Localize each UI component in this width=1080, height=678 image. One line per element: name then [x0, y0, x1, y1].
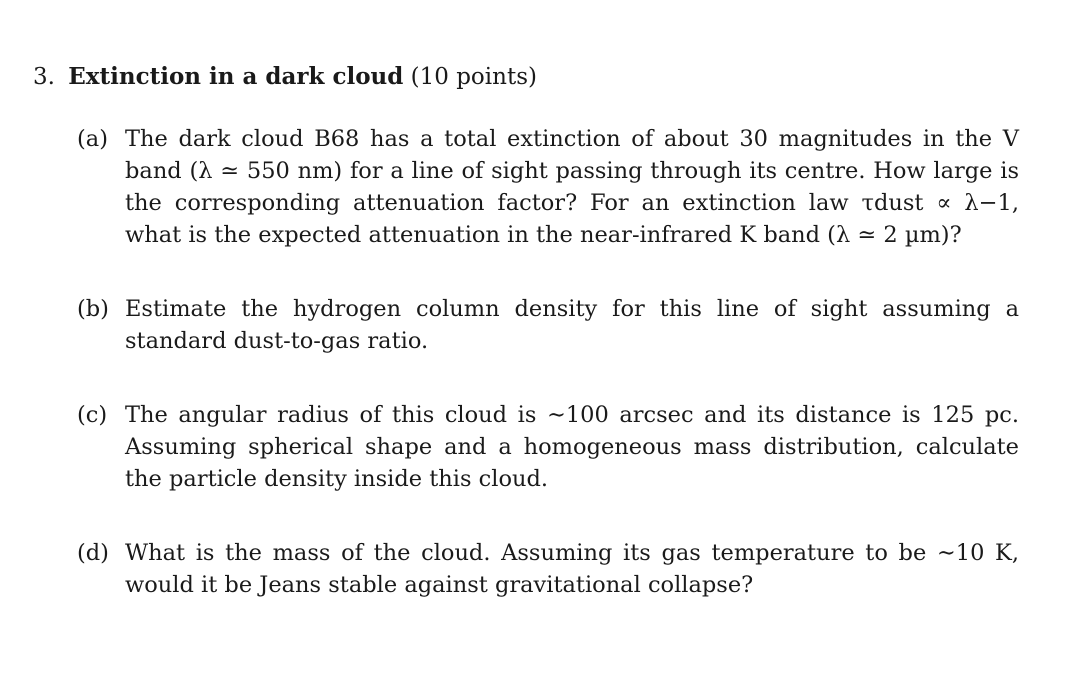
problem-heading: [33, 60, 1023, 94]
problem-number: 3.: [33, 64, 55, 90]
part-label: (d): [77, 540, 109, 566]
part-d: [77, 537, 1019, 601]
problem-3: [33, 60, 1023, 601]
problem-title: Extinction in a dark cloud: [68, 63, 404, 90]
problem-points: (10 points): [410, 64, 537, 90]
part-text: The angular radius of this cloud is ∼100 arcsec and its distance is 125 pc. Assuming spherical shape and a homogeneous mass distribution, calculate the particle density inside this cloud.: [125, 402, 1019, 492]
part-text: The dark cloud B68 has a total extinction of about 30 magnitudes in the V band (λ ≃ 550 nm) for a line of sight passing through its centre. How large is the corresponding attenuation factor? For an extinction law τdust ∝ λ−1, what is the expected attenuation in the near-infrared K band (λ ≃ 2 µm)?: [125, 126, 1019, 248]
part-label: (b): [77, 296, 109, 322]
part-text: What is the mass of the cloud. Assuming its gas temperature to be ∼10 K, would it be Jeans stable against gravitational collapse?: [125, 540, 1019, 598]
problem-parts: [77, 123, 1019, 601]
part-label: (c): [77, 402, 108, 428]
part-text: Estimate the hydrogen column density for this line of sight assuming a standard dust-to-gas ratio.: [125, 296, 1019, 354]
part-c: [77, 399, 1019, 495]
part-label: (a): [77, 126, 108, 152]
part-a: [77, 123, 1019, 251]
part-b: [77, 293, 1019, 357]
